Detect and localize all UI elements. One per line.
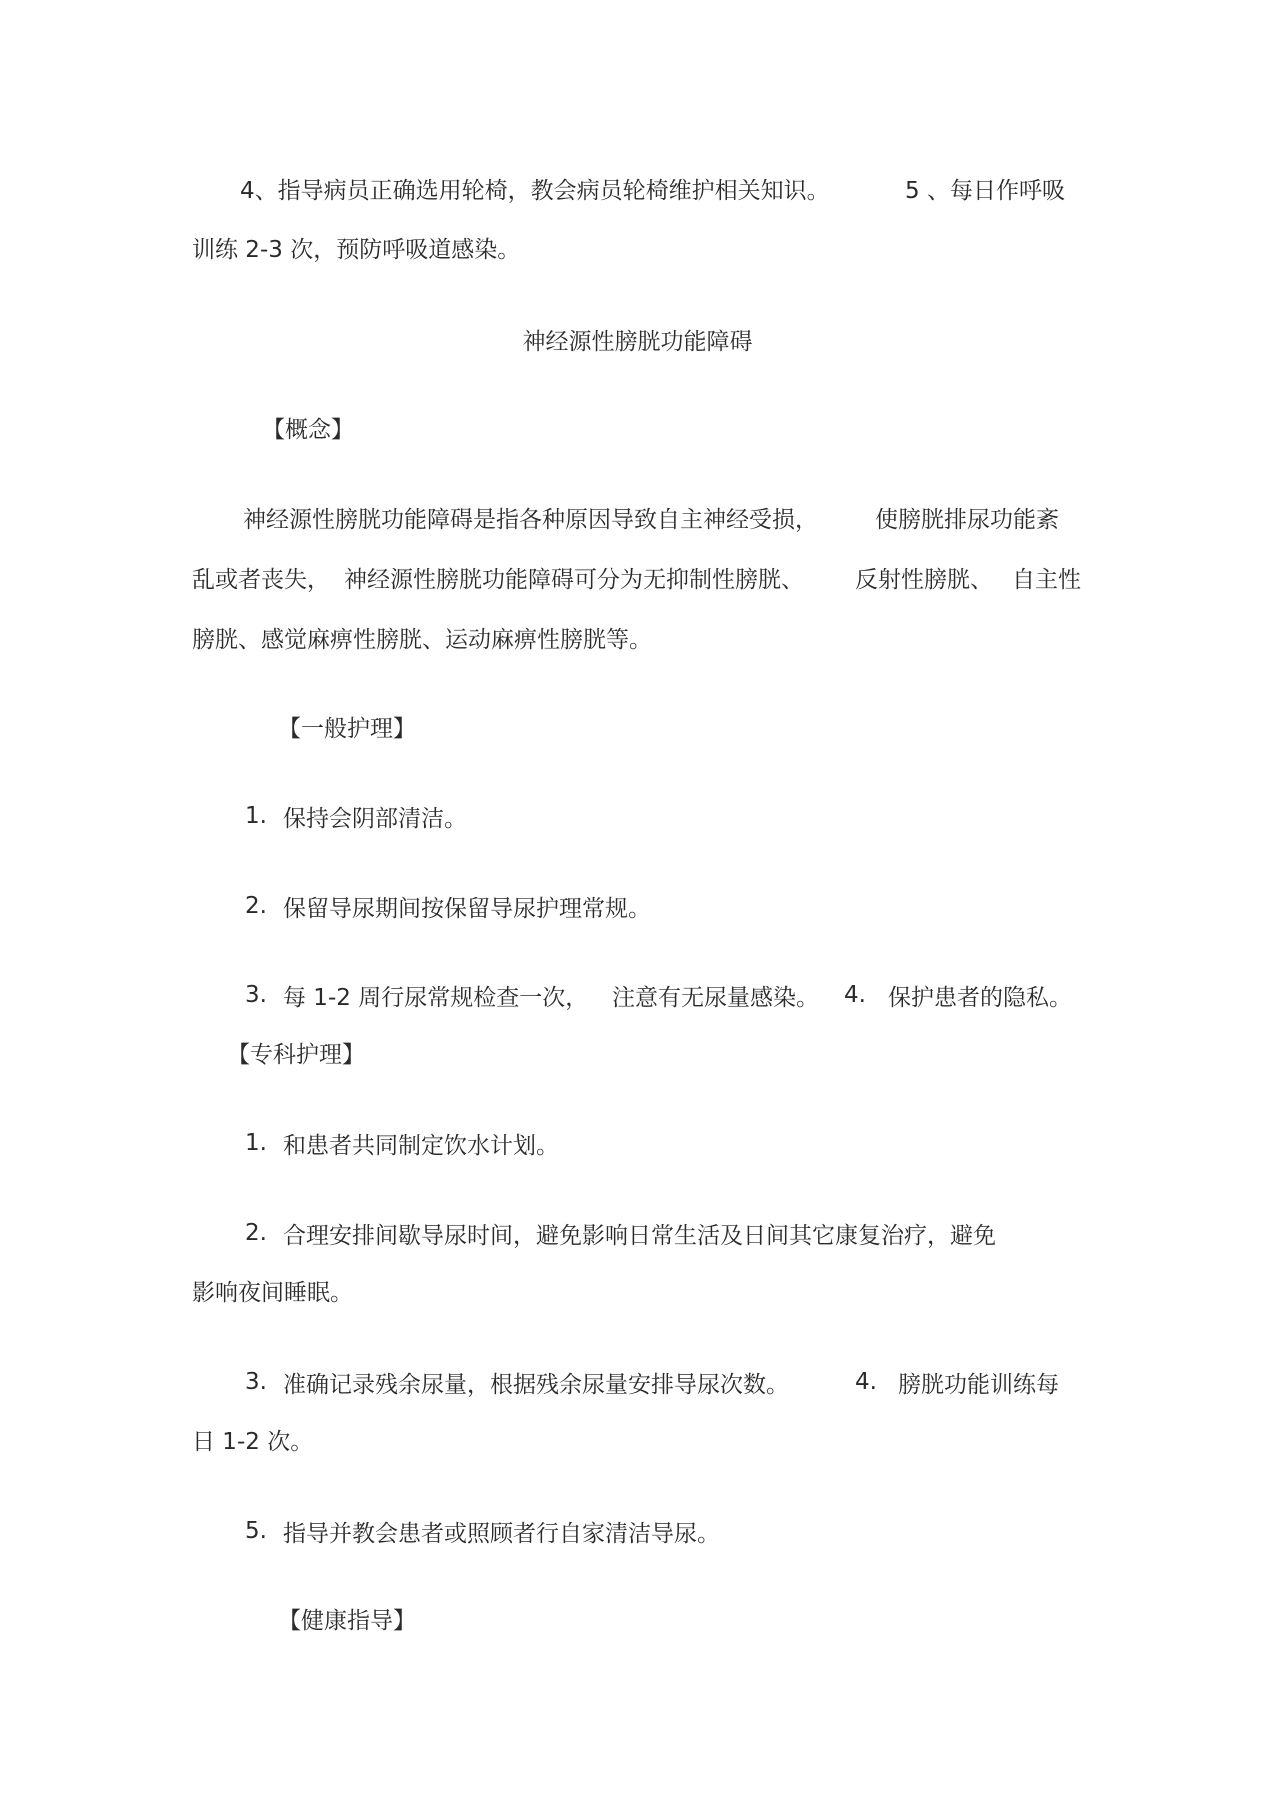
general-item-2-text: 保留导尿期间按保留导尿护理常规。 xyxy=(283,896,651,922)
general-item-3-text-a: 每 1-2 周行尿常规检查一次， xyxy=(283,985,589,1011)
general-item-2-number: 2. xyxy=(245,893,267,919)
special-item-3-number: 3. xyxy=(245,1369,267,1395)
health-guidance-heading: 【健康指导】 xyxy=(278,1608,416,1634)
general-item-4-number: 4. xyxy=(844,982,866,1008)
special-item-4-number: 4. xyxy=(855,1369,877,1395)
concept-line-3: 膀胱、感觉麻痹性膀胱、运动麻痹性膀胱等。 xyxy=(192,627,652,653)
concept-heading: 【概念】 xyxy=(262,417,354,443)
intro-line-1a: 4、指导病员正确选用轮椅，教会病员轮椅维护相关知识。 xyxy=(240,178,830,204)
special-item-1-text: 和患者共同制定饮水计划。 xyxy=(283,1133,559,1159)
special-item-2-text: 合理安排间歇导尿时间，避免影响日常生活及日间其它康复治疗，避免 xyxy=(283,1223,996,1249)
concept-line-1b: 使膀胱排尿功能紊 xyxy=(875,507,1059,533)
intro-line-2: 训练 2-3 次，预防呼吸道感染。 xyxy=(192,237,521,263)
general-item-1-text: 保持会阴部清洁。 xyxy=(283,806,467,832)
concept-line-2b: 神经源性膀胱功能障碍可分为无抑制性膀胱、 xyxy=(344,567,804,593)
special-item-1-number: 1. xyxy=(245,1130,267,1156)
general-item-3-number: 3. xyxy=(245,982,267,1008)
general-item-4-text: 保护患者的隐私。 xyxy=(888,985,1072,1011)
general-item-3-text-b: 注意有无尿量感染。 xyxy=(612,985,819,1011)
general-item-1-number: 1. xyxy=(245,803,267,829)
special-item-3-text: 准确记录残余尿量，根据残余尿量安排导尿次数。 xyxy=(283,1372,789,1398)
special-item-2-number: 2. xyxy=(245,1220,267,1246)
section-title: 神经源性膀胱功能障碍 xyxy=(522,329,753,355)
special-item-5-number: 5. xyxy=(245,1518,267,1544)
special-item-4-continued: 日 1-2 次。 xyxy=(192,1429,314,1455)
concept-line-2a: 乱或者丧失， xyxy=(192,567,330,593)
special-item-2-continued: 影响夜间睡眠。 xyxy=(192,1280,353,1306)
special-item-4-text: 膀胱功能训练每 xyxy=(898,1372,1059,1398)
intro-line-1b: 5 、每日作呼吸 xyxy=(905,178,1065,204)
concept-line-2d: 自主性 xyxy=(1012,567,1081,593)
general-care-heading: 【一般护理】 xyxy=(278,716,416,742)
special-item-5-text: 指导并教会患者或照顾者行自家清洁导尿。 xyxy=(283,1521,720,1547)
concept-line-1a: 神经源性膀胱功能障碍是指各种原因导致自主神经受损， xyxy=(243,507,818,533)
special-care-heading: 【专科护理】 xyxy=(227,1042,365,1068)
concept-line-2c: 反射性膀胱、 xyxy=(855,567,993,593)
